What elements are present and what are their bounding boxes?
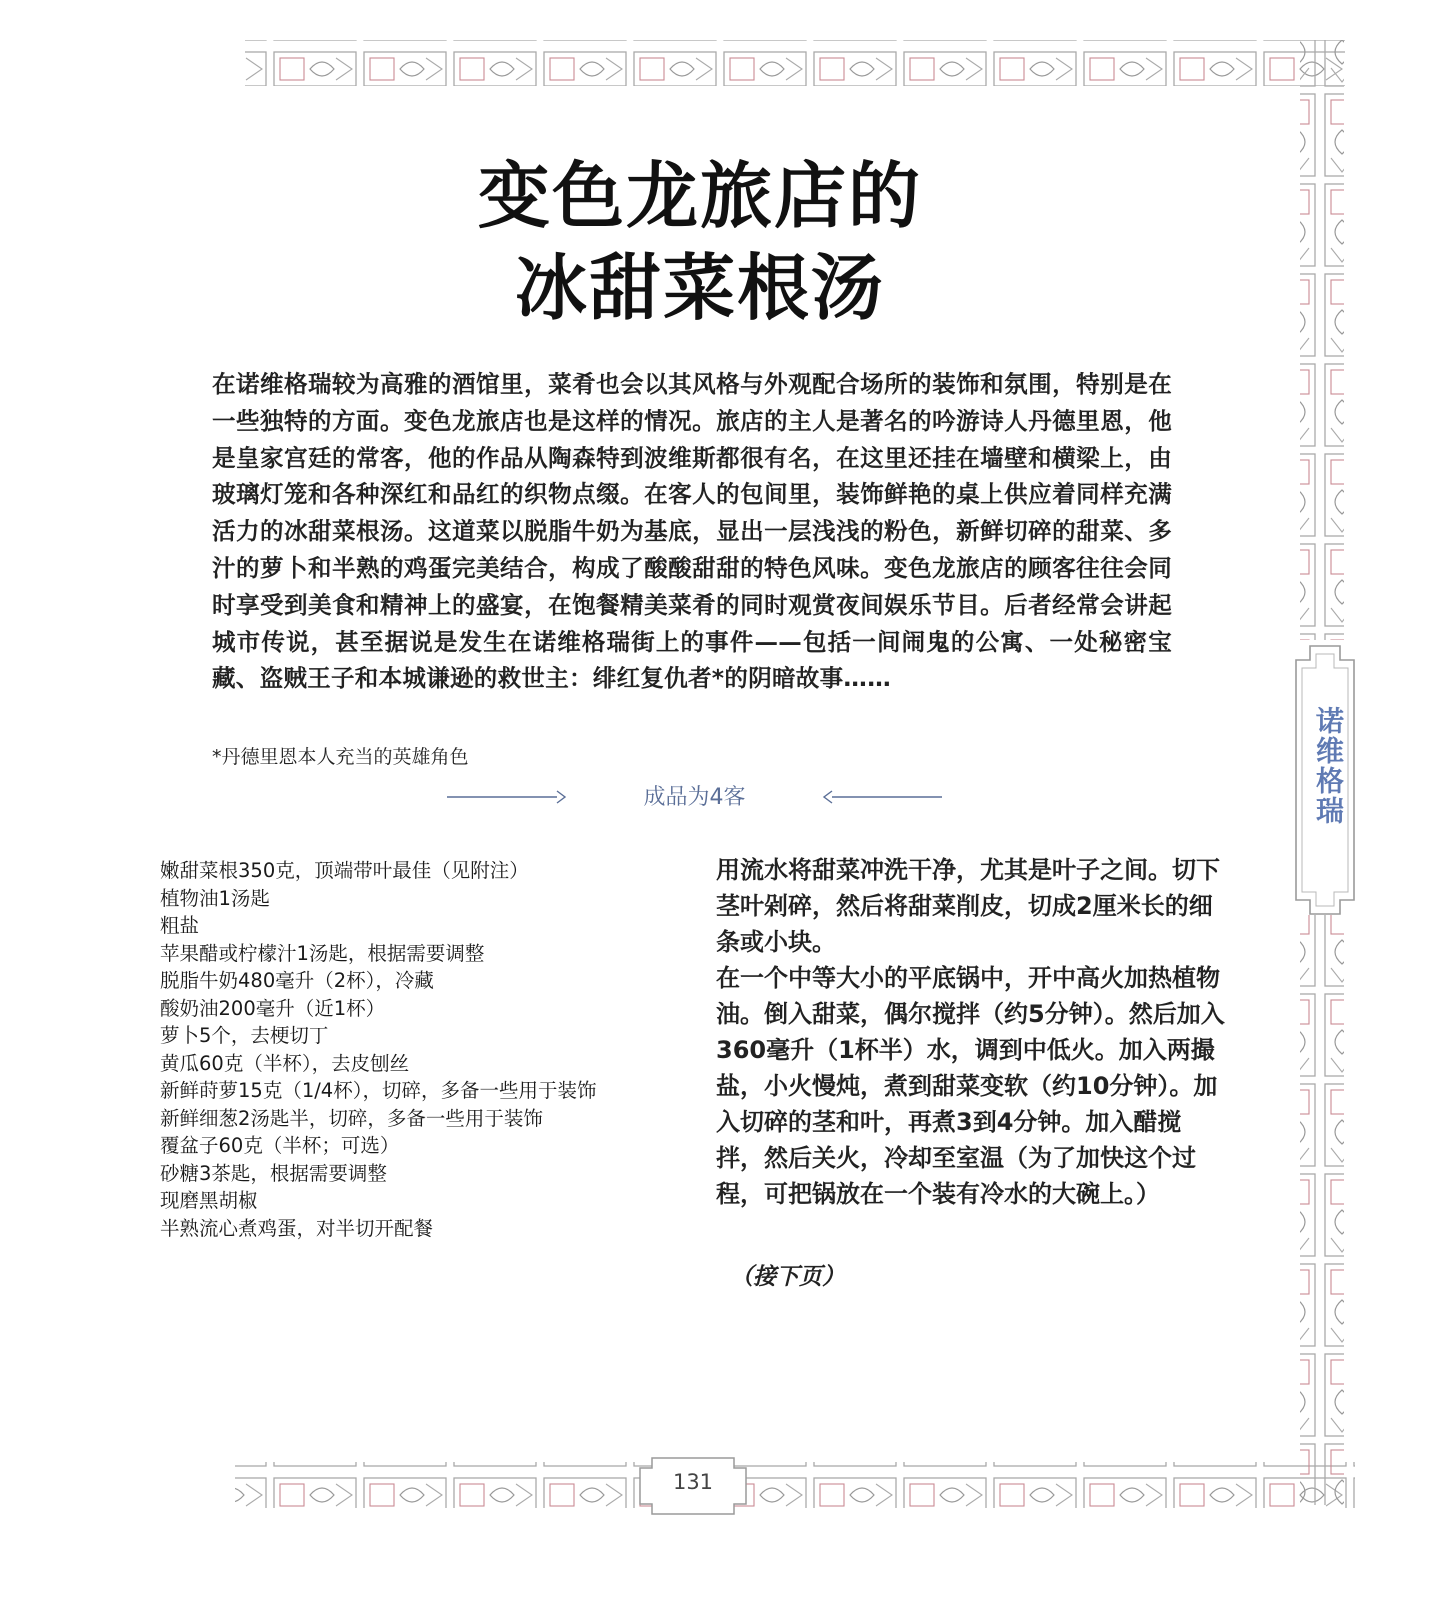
ingredient-item: 新鲜细葱2汤匙半，切碎，多备一些用于装饰 (160, 1106, 543, 1130)
ingredient-item: 脱脂牛奶480毫升（2杯），冷藏 (160, 969, 434, 992)
ingredient-item: 苹果醋或柠檬汁1汤匙，根据需要调整 (160, 941, 485, 965)
ingredient-item: 嫩甜菜根350克，顶端带叶最佳（见附注） (160, 859, 529, 882)
ingredient-item: 粗盐 (160, 914, 200, 937)
servings-label: 成品为4客 (643, 785, 746, 810)
footnote: *丹德里恩本人充当的英雄角色 (212, 746, 469, 768)
ingredient-item: 酸奶油200毫升（近1杯） (160, 996, 386, 1020)
page-title (300, 150, 1100, 334)
ingredient-list (160, 857, 650, 1242)
ingredient-item: 黄瓜60克（半杯），去皮刨丝 (160, 1051, 410, 1075)
title-line-2: 冰甜菜根汤 (514, 246, 885, 330)
intro-paragraph: 在诺维格瑞较为高雅的酒馆里，菜肴也会以其风格与外观配合场所的装饰和氛围，特别是在一些独特的方面。变色龙旅店也是这样的情况。旅店的主人是著名的吟游诗人丹德里恩，他是皇家宫廷的常客，他的作品从陶森特到波维斯都很有名，在这里还挂在墙壁和横梁上，由玻璃灯笼和各种深红和品红的织物点缀。在客人的包间里，装饰鲜艳的桌上供应着同样充满活力的冰甜菜根汤。这道菜以脱脂牛奶为基底，显出一层浅浅的粉色，新鲜切碎的甜菜、多汁的萝卜和半熟的鸡蛋完美结合，构成了酸酸甜甜的特色风味。变色龙旅店的顾客往往会同时享受到美食和精神上的盛宴，在饱餐精美菜肴的同时观赏夜间娱乐节目。后者经常会讲起城市传说，甚至据说是发生在诺维格瑞街上的事件——包括一间闹鬼的公寓、一处秘密宝藏、盗贼王子和本城谦逊的救世主：绯红复仇者*的阴暗故事…… (212, 370, 1172, 693)
ingredient-item: 萝卜5个，去梗切丁 (160, 1024, 329, 1047)
page-number: 131 (672, 1470, 714, 1494)
ingredient-item: 新鲜莳萝15克（1/4杯），切碎，多备一些用于装饰 (160, 1079, 597, 1102)
method-step-2: 在一个中等大小的平底锅中，开中高火加热植物油。倒入甜菜，偶尔搅拌（约5分钟）。然后加入360毫升（1杯半）水，调到中低火。加入两撮盐，小火慢炖，煮到甜菜变软（约10分钟）。加入切碎的茎和叶，再煮3到4分钟。加入醋搅拌，然后关火，冷却至室温（为了加快这个过程，可把锅放在一个装有冷水的大碗上。） (716, 964, 1225, 1208)
chapter-side-tab: 诺维格瑞 (1312, 706, 1345, 826)
ingredient-item: 覆盆子60克（半杯；可选） (160, 1134, 400, 1157)
method-step-1: 用流水将甜菜冲洗干净，尤其是叶子之间。切下茎叶剁碎，然后将甜菜削皮，切成2厘米长的细条或小块。 (716, 856, 1220, 956)
ingredient-item: 植物油1汤匙 (160, 886, 270, 910)
ingredient-item: 半熟流心煮鸡蛋，对半切开配餐 (160, 1216, 434, 1240)
continued-note: （接下页） (730, 1264, 845, 1290)
method-text (716, 852, 1226, 1212)
ingredient-item: 砂糖3茶匙，根据需要调整 (160, 1161, 387, 1185)
title-line-1: 变色龙旅店的 (477, 154, 922, 238)
ingredient-item: 现磨黑胡椒 (160, 1189, 258, 1212)
servings-header (447, 782, 942, 822)
